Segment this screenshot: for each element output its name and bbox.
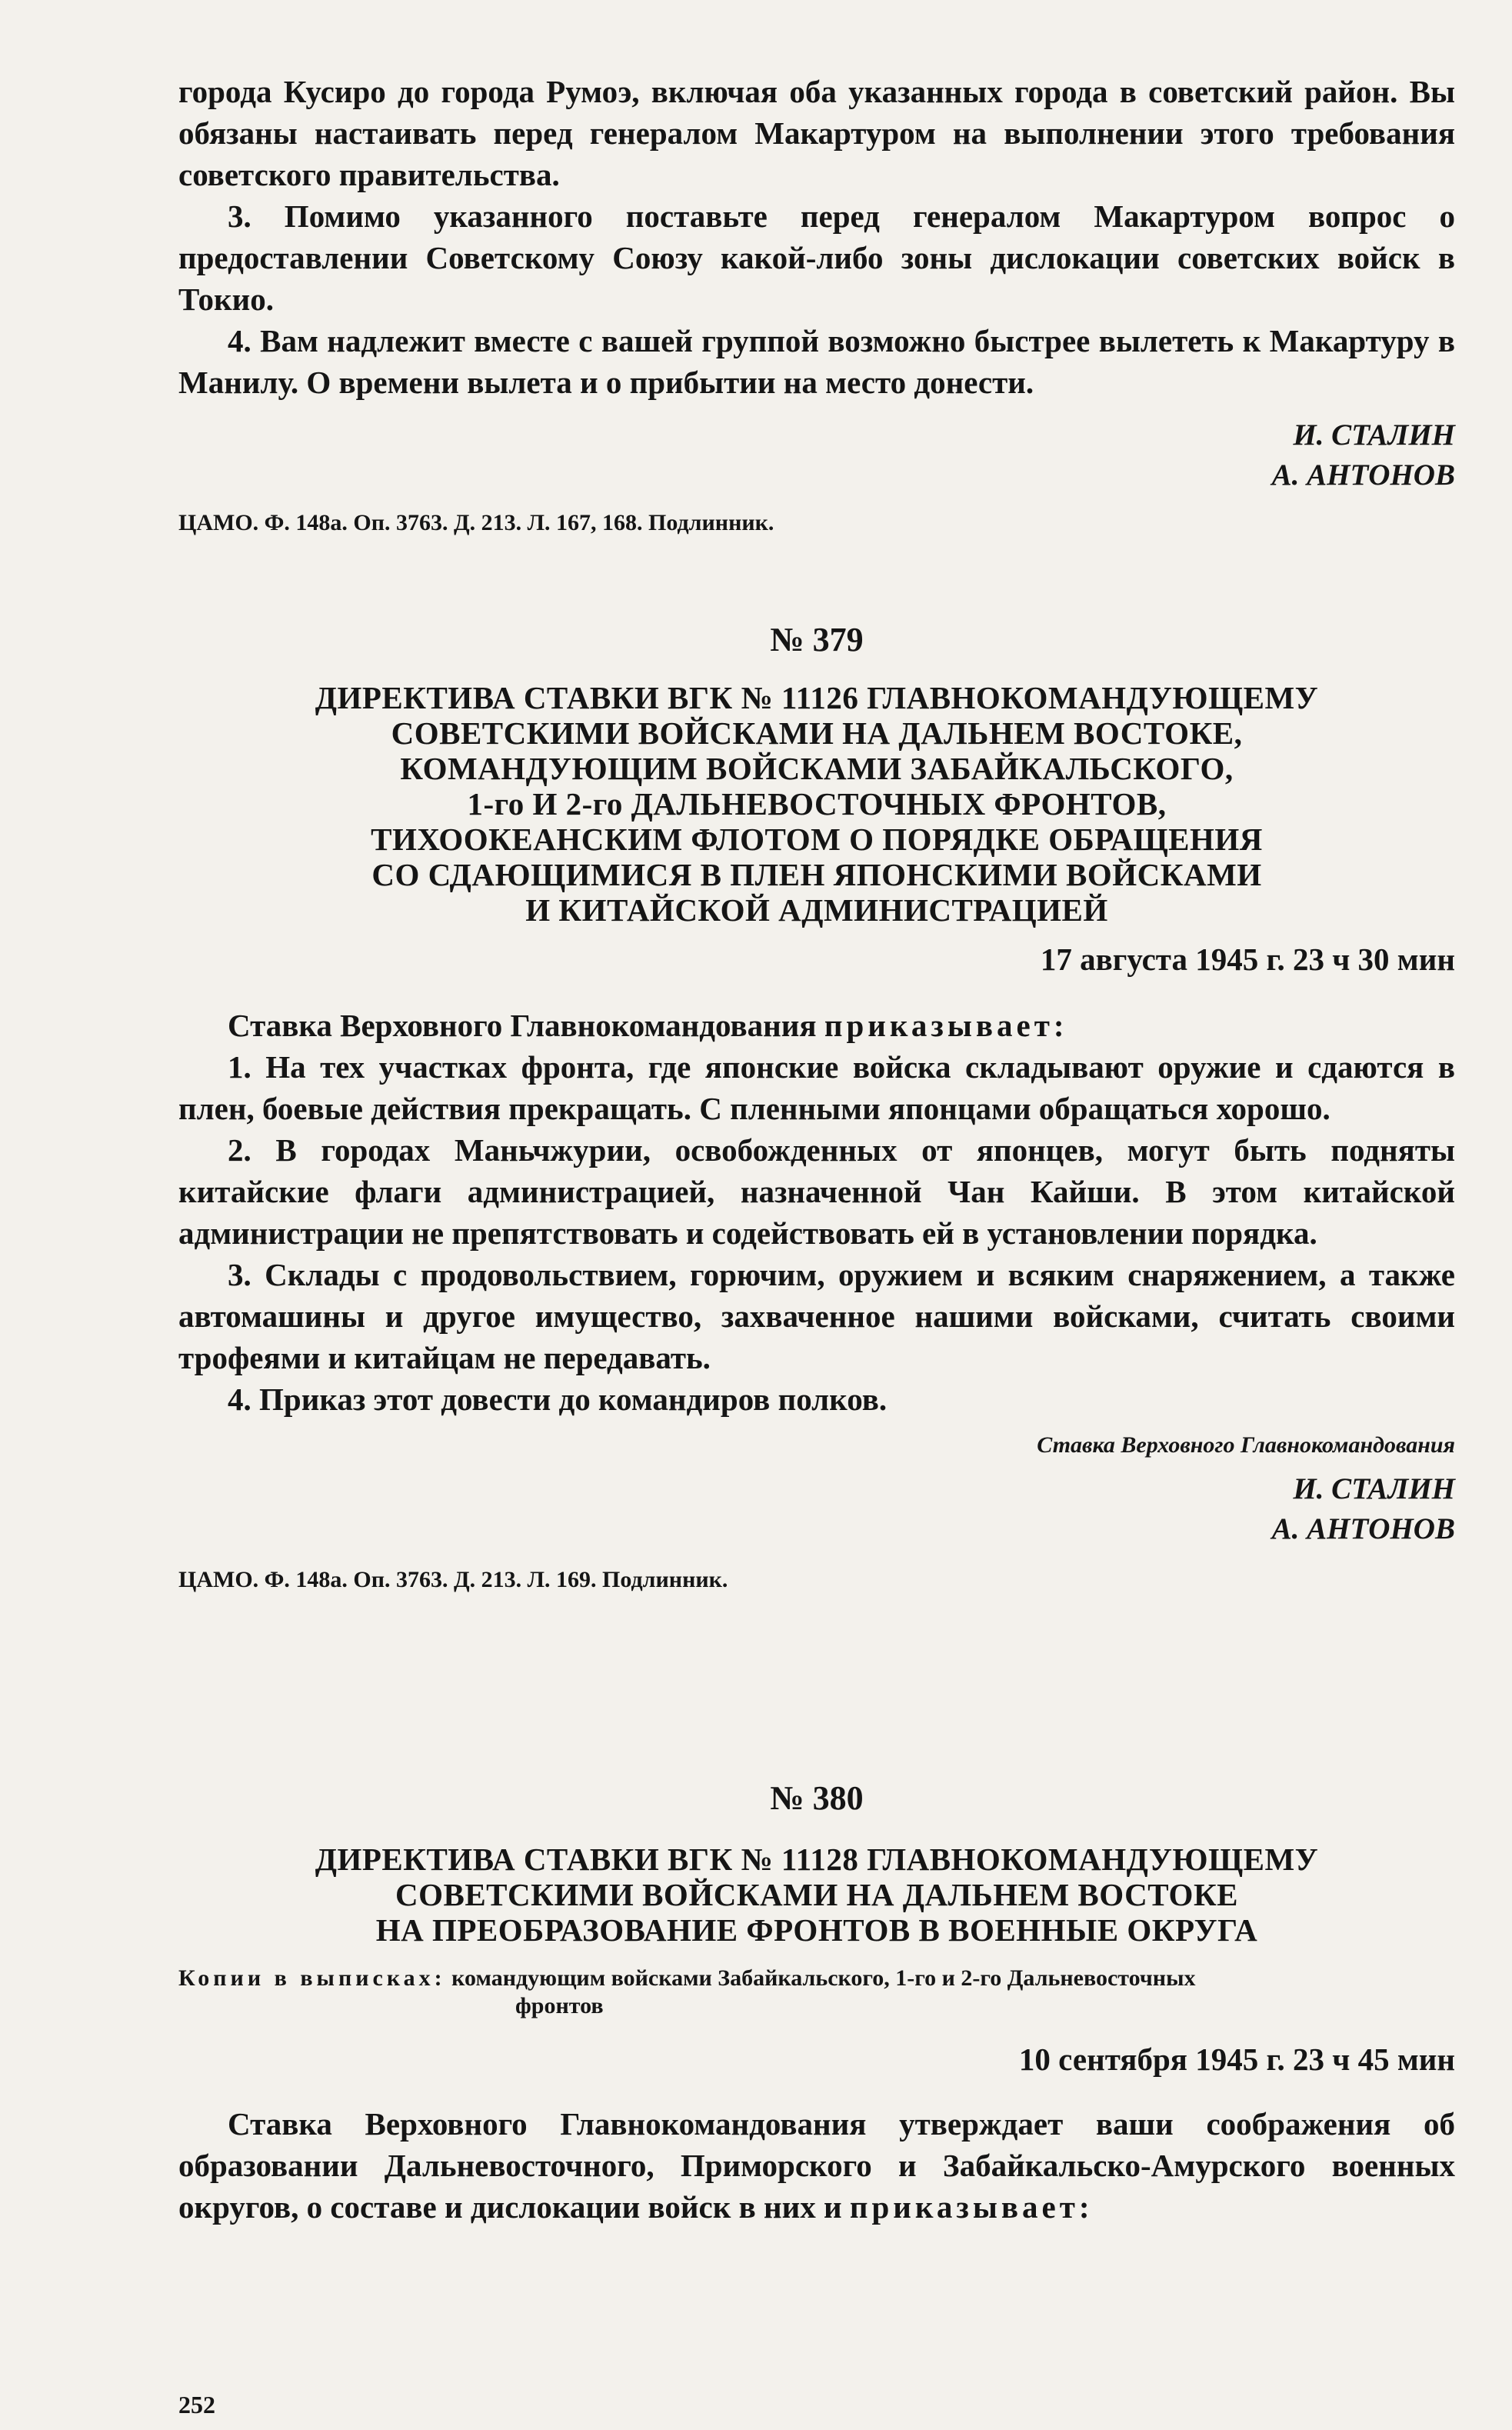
title-line: ДИРЕКТИВА СТАВКИ ВГК № 11128 ГЛАВНОКОМАНДУЮЩЕМУ xyxy=(315,1842,1319,1877)
copies-text: командующим войсками Забайкальского, 1-го и 2-го Дальневосточных xyxy=(451,1965,1196,1991)
paragraph: 2. В городах Маньчжурии, освобожденных от японцев, могут быть подняты китайские флаги администрацией, назначенной Чан Кайши. В этом китайской администрации не препятствовать и содействовать ей в установлении порядка. xyxy=(178,1132,1455,1251)
paragraph: города Кусиро до города Румоэ, включая оба указанных города в советский район. Вы обязаны настаивать перед генералом Макартуром на выполнении этого требования советского правительства. xyxy=(178,74,1455,192)
signature-stalin: И. СТАЛИН xyxy=(1293,418,1455,452)
signature-stalin: И. СТАЛИН xyxy=(1293,1472,1455,1505)
issuer: Ставка Верховного Главнокомандования xyxy=(1037,1432,1455,1458)
document-date: 17 августа 1945 г. 23 ч 30 мин xyxy=(1040,942,1455,977)
title-line: 1-го И 2-го ДАЛЬНЕВОСТОЧНЫХ ФРОНТОВ, xyxy=(467,786,1167,822)
title-line: ТИХООКЕАНСКИМ ФЛОТОМ О ПОРЯДКЕ ОБРАЩЕНИЯ xyxy=(371,822,1263,857)
document-number: № 379 xyxy=(770,621,864,658)
title-line: НА ПРЕОБРАЗОВАНИЕ ФРОНТОВ В ВОЕННЫЕ ОКРУГА xyxy=(375,1912,1258,1948)
paragraph: 1. На тех участках фронта, где японские войска складывают оружие и сдаются в плен, боевые действия прекращать. С пленными японцами обращаться хорошо. xyxy=(178,1049,1455,1126)
paragraph: 4. Вам надлежит вместе с вашей группой возможно быстрее вылететь к Макартуру в Манилу. О времени вылета и о прибытии на место донести. xyxy=(178,323,1455,400)
title-line: КОМАНДУЮЩИМ ВОЙСКАМИ ЗАБАЙКАЛЬСКОГО, xyxy=(400,751,1234,786)
paragraph: 3. Помимо указанного поставьте перед генералом Макартуром вопрос о предоставлении Советскому Союзу какой-либо зоны дислокации советских войск в Токио. xyxy=(178,198,1455,317)
document-380 xyxy=(178,1777,1455,2228)
title-line: И КИТАЙСКОЙ АДМИНИСТРАЦИЕЙ xyxy=(525,892,1108,928)
copies-note xyxy=(178,1965,1455,2020)
archive-reference: ЦАМО. Ф. 148а. Оп. 3763. Д. 213. Л. 167, 168. Подлинник. xyxy=(178,510,774,535)
paragraph: 3. Склады с продовольствием, горючим, оружием и всяким снаряжением, а также автомашины и другое имущество, захваченное нашими войсками, считать своими трофеями и китайцам не передавать. xyxy=(178,1257,1455,1375)
paragraph-verb: приказывает: xyxy=(849,2189,1094,2225)
paragraph-intro xyxy=(178,1005,1455,1046)
document-number: № 380 xyxy=(770,1779,864,1817)
intro-text: Ставка Верховного Главнокомандования xyxy=(228,1008,817,1043)
paragraph xyxy=(178,2103,1455,2228)
title-line: СОВЕТСКИМИ ВОЙСКАМИ НА ДАЛЬНЕМ ВОСТОКЕ xyxy=(395,1877,1239,1912)
document-date: 10 сентября 1945 г. 23 ч 45 мин xyxy=(1018,2042,1455,2077)
document-title xyxy=(178,680,1455,928)
document-title xyxy=(178,1842,1455,1948)
paragraph-text: Ставка Верховного Главнокомандования утверждает ваши соображения об образовании Дальневосточного, Приморского и Забайкальско-Амурского военных округов, о составе и дислокации войск в них и xyxy=(178,2106,1455,2225)
copies-label: Копии в выписках: xyxy=(178,1965,446,1991)
archive-reference: ЦАМО. Ф. 148а. Оп. 3763. Д. 213. Л. 169. Подлинник. xyxy=(178,1567,728,1592)
title-line: СО СДАЮЩИМИСЯ В ПЛЕН ЯПОНСКИМИ ВОЙСКАМИ xyxy=(371,857,1262,892)
title-line: СОВЕТСКИМИ ВОЙСКАМИ НА ДАЛЬНЕМ ВОСТОКЕ, xyxy=(391,715,1243,751)
document-379 xyxy=(178,618,1455,1595)
signature-antonov: А. АНТОНОВ xyxy=(1271,1512,1455,1545)
previous-document-tail xyxy=(178,71,1455,538)
title-line: ДИРЕКТИВА СТАВКИ ВГК № 11126 ГЛАВНОКОМАНДУЮЩЕМУ xyxy=(315,680,1319,715)
page-number: 252 xyxy=(178,2391,215,2418)
signature-antonov: А. АНТОНОВ xyxy=(1271,458,1455,492)
intro-verb: приказывает: xyxy=(824,1008,1068,1043)
copies-text-continued: фронтов xyxy=(515,1993,604,2018)
paragraph: 4. Приказ этот довести до командиров полков. xyxy=(228,1382,888,1417)
